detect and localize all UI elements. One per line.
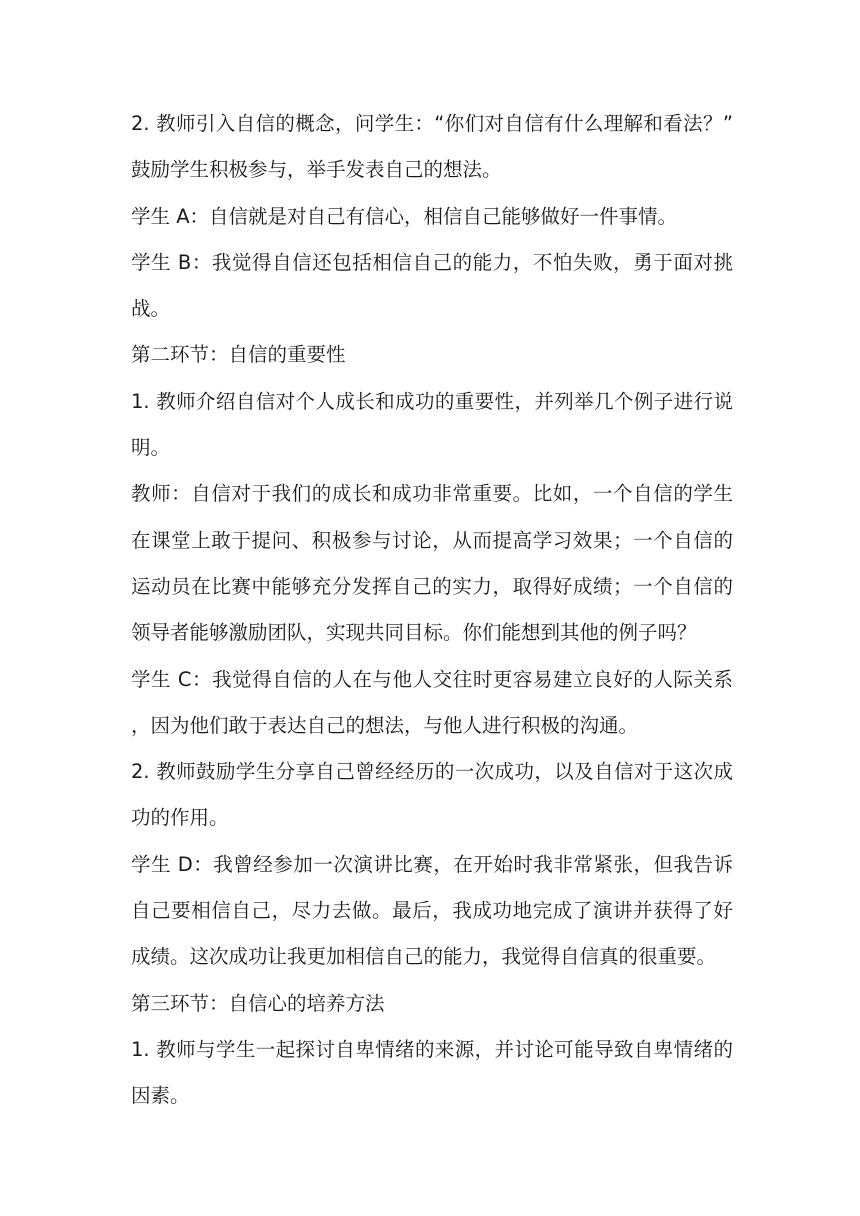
paragraph-student-d: 学生 D：我曾经参加一次演讲比赛，在开始时我非常紧张，但我告诉自己要相信自己，尽力去做。最后，我成功地完成了演讲并获得了好成绩。这次成功让我更加相信自己的能力，我觉得自信真的很重要。 [131,852,733,969]
document-body [131,101,733,1120]
paragraph-teacher-share: 2. 教师鼓励学生分享自己曾经经历的一次成功，以及自信对于这次成功的作用。 [131,760,733,830]
section-heading-3: 第三环节：自信心的培养方法 [131,991,385,1015]
paragraph-student-b: 学生 B：我觉得自信还包括相信自己的能力，不怕失败，勇于面对挑战。 [131,250,733,321]
paragraph-teacher-explore: 1. 教师与学生一起探讨自卑情绪的来源，并讨论可能导致自卑情绪的因素。 [131,1037,733,1108]
paragraph-question-intro: 2. 教师引入自信的概念，问学生：“你们对自信有什么理解和看法？”鼓励学生积极参与，举手发表自己的想法。 [131,112,733,182]
paragraph-teacher-intro: 1. 教师介绍自信对个人成长和成功的重要性，并列举几个例子进行说明。 [131,389,733,460]
paragraph-student-c: 学生 C：我觉得自信的人在与他人交往时更容易建立良好的人际关系，因为他们敢于表达自己的想法，与他人进行积极的沟通。 [131,667,733,737]
paragraph-student-a: 学生 A：自信就是对自己有信心，相信自己能够做好一件事情。 [131,204,678,228]
paragraph-teacher-examples: 教师：自信对于我们的成长和成功非常重要。比如，一个自信的学生在课堂上敢于提问、积极参与讨论，从而提高学习效果；一个自信的运动员在比赛中能够充分发挥自己的实力，取得好成绩；一个自信的领导者能够激励团队，实现共同目标。你们能想到其他的例子吗？ [131,482,733,645]
section-heading-2: 第二环节：自信的重要性 [131,343,346,367]
